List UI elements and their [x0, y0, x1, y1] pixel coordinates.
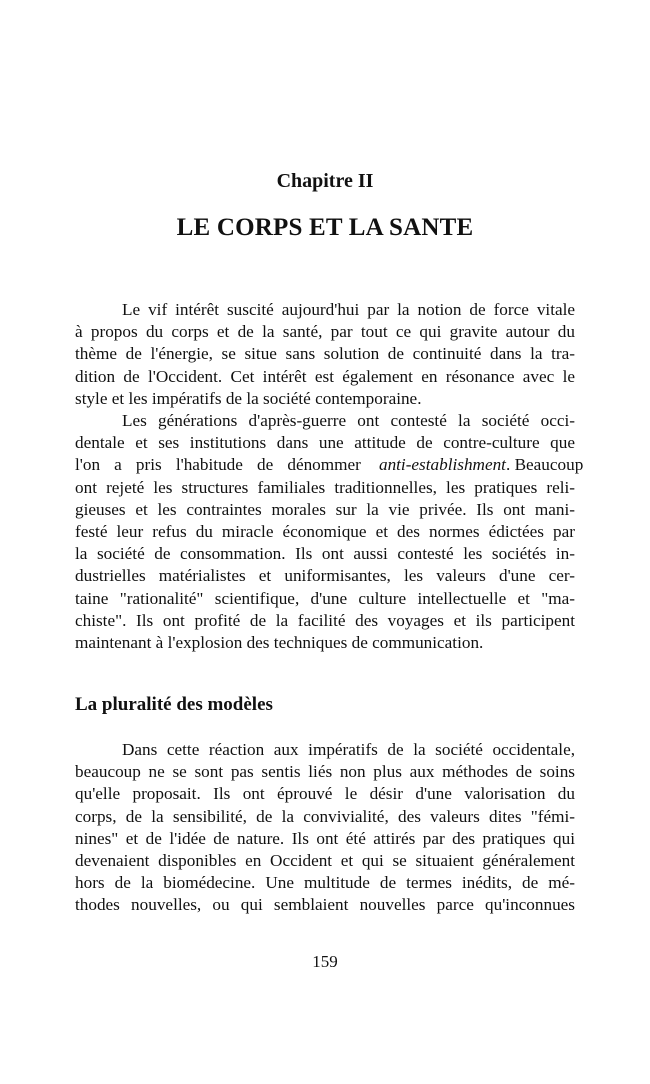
- text-line: beaucoup ne se sont pas sentis liés non plus aux méthodes de soins: [75, 762, 575, 782]
- paragraph-2: [75, 410, 584, 654]
- chapter-label: Chapitre II: [276, 170, 374, 192]
- text-line: maintenant à l'explosion des techniques de communication.: [75, 632, 484, 652]
- text-line-with-italic: [75, 454, 584, 476]
- text-line: style et les impératifs de la société contemporaine.: [75, 388, 422, 408]
- text-segment: . Beaucoup: [505, 455, 584, 475]
- text-line: festé leur refus du miracle économique et des normes édictées par: [75, 521, 575, 541]
- italic-term: anti-establishment: [378, 455, 506, 475]
- text-line: la société de consommation. Ils ont aussi contesté les sociétés in-: [75, 544, 575, 564]
- text-line: Dans cette réaction aux impératifs de la société occidentale,: [122, 740, 575, 759]
- text-line: thodes nouvelles, ou qui semblaient nouvelles parce qu'inconnues: [75, 895, 575, 915]
- text-line: qu'elle proposait. Ils ont éprouvé le désir d'une valorisation du: [75, 784, 575, 804]
- page-number: 159: [312, 952, 338, 971]
- text-line: à propos du corps et de la santé, par tout ce qui gravite autour du: [75, 322, 575, 342]
- text-line: nines" et de l'idée de nature. Ils ont été attirés par des pratiques qui: [75, 828, 575, 848]
- text-line: dentale et ses institutions dans une attitude de contre-culture que: [75, 433, 575, 453]
- text-line: ont rejeté les structures familiales traditionnelles, les pratiques reli-: [75, 477, 575, 497]
- text-line: chiste". Ils ont profité de la facilité des voyages et ils participent: [75, 610, 575, 630]
- text-line: dition de l'Occident. Cet intérêt est également en résonance avec le: [75, 366, 575, 386]
- text-segment: l'on a pris l'habitude de dénommer: [75, 455, 361, 475]
- text-line: Les générations d'après-guerre ont contesté la société occi-: [122, 411, 575, 430]
- text-line: Le vif intérêt suscité aujourd'hui par la notion de force vitale: [122, 300, 575, 319]
- text-line: corps, de la sensibilité, de la convivialité, des valeurs dites "fémi-: [75, 806, 575, 826]
- paragraph-1: [75, 299, 575, 410]
- text-line: taine "rationalité" scientifique, d'une culture intellectuelle et "ma-: [75, 588, 575, 608]
- text-line: devenaient disponibles en Occident et qui se situaient généralement: [75, 850, 575, 870]
- text-line: thème de l'énergie, se situe sans solution de continuité dans la tra-: [75, 344, 575, 364]
- text-line: hors de la biomédecine. Une multitude de termes inédits, de mé-: [75, 873, 575, 893]
- section-heading: La pluralité des modèles: [75, 694, 273, 715]
- paragraph-3: [75, 739, 575, 917]
- text-line: gieuses et les contraintes morales sur la vie privée. Ils ont mani-: [75, 499, 575, 519]
- chapter-title: LE CORPS ET LA SANTE: [176, 214, 474, 241]
- text-line: dustrielles matérialistes et uniformisantes, les valeurs d'une cer-: [75, 566, 575, 586]
- italic-group: [379, 455, 583, 474]
